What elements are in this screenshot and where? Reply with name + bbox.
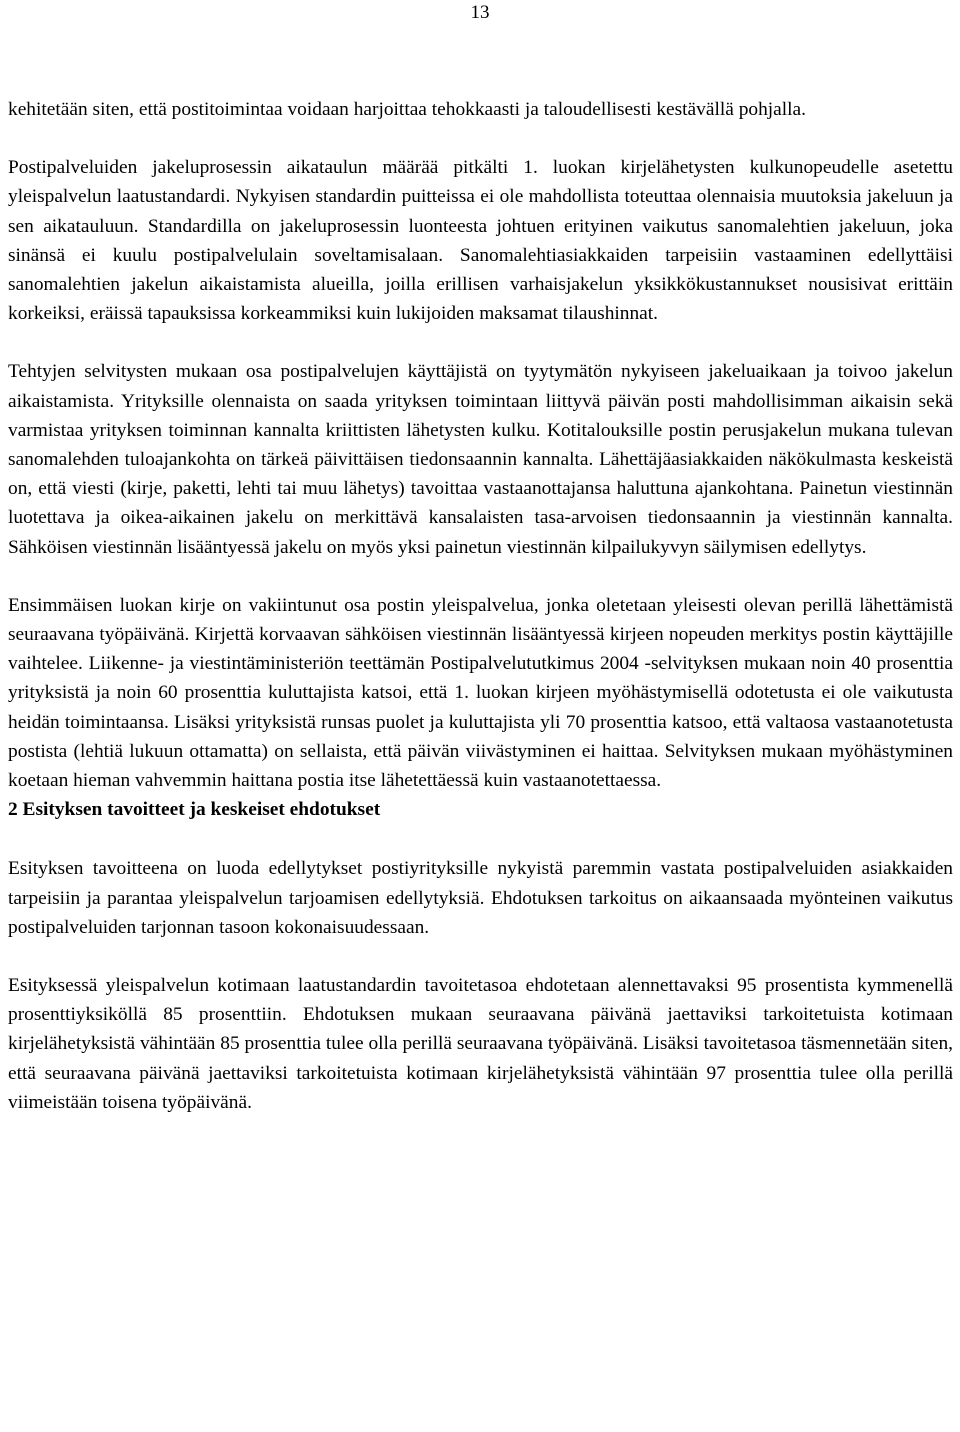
page-number: 13 bbox=[470, 2, 490, 23]
section-heading: 2 Esityksen tavoitteet ja keskeiset ehdotukset bbox=[8, 799, 381, 821]
paragraph-user-surveys: Tehtyjen selvitysten mukaan osa postipalvelujen käyttäjistä on tyytymätön nykyiseen jakeluaikaan ja toivoo jakelun aikaistamista. Yrityksille olennaista on saada yrityksen toimintaan liittyvä päivän posti mahdollisimman aikaisin sekä varmistaa yrityksen toiminnan kannalta kriittisten lähetysten kulku. Kotitalouksille postin perusjakelun mukana tulevan sanomalehden tuloajankohta on tärkeä päivittäisen tiedonsaannin kannalta. Lähettäjäasiakkaiden näkökulmasta keskeistä on, että viesti (kirje, paketti, lehti tai muu lähetys) tavoittaa vastaanottajansa haluttuna ajankohtana. Painetun viestinnän luotettava ja oikea-aikainen jakelu on merkittävä kansalaisten tasa-arvoisen tiedonsaannin ja viestinnän kannalta. Sähköisen viestinnän lisääntyessä jakelu on myös yksi painetun viestinnän kilpailukyvyn säilymisen edellytys. bbox=[8, 361, 953, 558]
paragraph-quality-standard: Esityksessä yleispalvelun kotimaan laatustandardin tavoitetasoa ehdotetaan alennettavaksi 95 prosentista kymmenellä prosenttiyksiköllä 85 prosenttiin. Ehdotuksen mukaan seuraavana päivänä jaettaviksi tarkoitetuista kotimaan kirjelähetyksistä vähintään 85 prosenttia tulee olla perillä seuraavana työpäivänä. Lisäksi tavoitetasoa täsmennetään siten, että seuraavana päivänä jaettaviksi tarkoitetuista kotimaan kirjelähetyksistä vähintään 97 prosenttia tulee olla perillä viimeistään toisena työpäivänä. bbox=[8, 975, 953, 1113]
paragraph-continuation: kehitetään siten, että postitoimintaa voidaan harjoittaa tehokkaasti ja taloudellisesti kestävällä pohjalla. bbox=[8, 99, 806, 120]
paragraph-first-class-letter: Ensimmäisen luokan kirje on vakiintunut osa postin yleispalvelua, jonka oletetaan yleisesti olevan perillä lähettämistä seuraavana työpäivänä. Kirjettä korvaavan sähköisen viestinnän lisääntyessä kirjeen nopeuden merkitys postin käyttäjille vaihtelee. Liikenne- ja viestintäministeriön teettämän Postipalvelututkimus 2004 -selvityksen mukaan noin 40 prosenttia yrityksistä ja noin 60 prosenttia kuluttajista katsoi, että 1. luokan kirjeen myöhästymisellä odotetusta ei ole vaikutusta heidän toimintaansa. Lisäksi yrityksistä runsas puolet ja kuluttajista yli 70 prosenttia katsoo, että valtaosa vastaanotetusta postista (lehtiä lukuun ottamatta) on sellaista, että päivän viivästyminen ei haittaa. Selvityksen mukaan myöhästyminen koetaan hieman vahvemmin haittana postia itse lähetettäessä kuin vastaanotettaessa. bbox=[8, 594, 953, 792]
document-body bbox=[8, 95, 953, 1117]
paragraph-objectives: Esityksen tavoitteena on luoda edellytykset postiyrityksille nykyistä paremmin vastata postipalveluiden asiakkaiden tarpeisiin ja parantaa yleispalvelun tarjoamisen edellytyksiä. Ehdotuksen tarkoitus on aikaansaada myönteinen vaikutus postipalveluiden tarjonnan tasoon kokonaisuudessaan. bbox=[8, 858, 953, 938]
paragraph-delivery-schedule: Postipalveluiden jakeluprosessin aikataulun määrää pitkälti 1. luokan kirjelähetysten kulkunopeudelle asetettu yleispalvelun laatustandardi. Nykyisen standardin puitteissa ei ole mahdollista toteuttaa olennaisia muutoksia jakeluun ja sen aikatauluun. Standardilla on jakeluprosessin luonteesta johtuen erityinen vaikutus sanomalehtien jakeluun, joka sinänsä ei kuulu postipalvelulain soveltamisalaan. Sanomalehtiasiakkaiden tarpeisiin vastaaminen edellyttäisi sanomalehtien jakelun aikaistamista alueilla, joilla erillisen varhaisjakelun yksikkökustannukset nousisivat erittäin korkeiksi, eräissä tapauksissa korkeammiksi kuin lukijoiden maksamat tilaushinnat. bbox=[8, 157, 953, 325]
